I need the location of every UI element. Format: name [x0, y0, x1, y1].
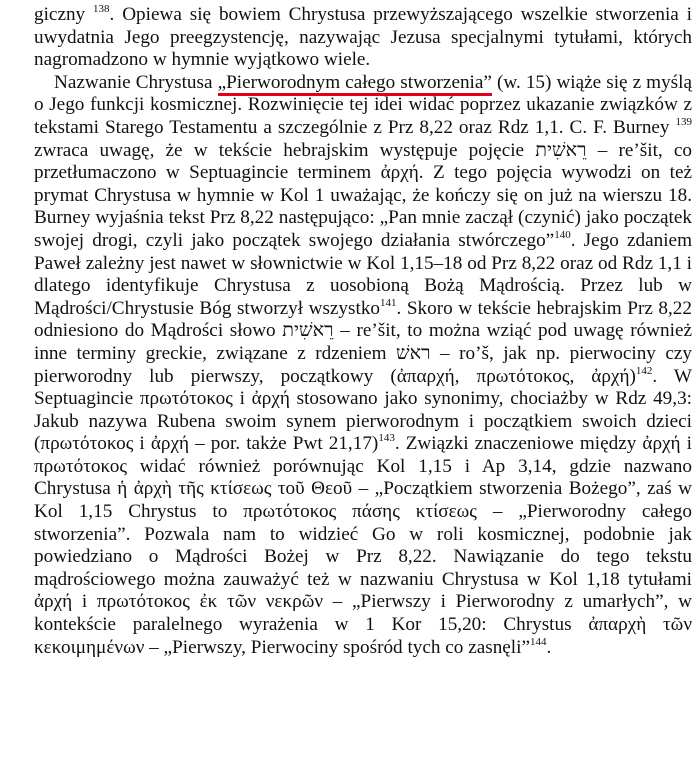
text-run: . Związki znaczeniowe między ἀρχή i πρωτότοκος widać również porównując Kol 1,15 i Ap 3,14, gdzie nazwano Chrystusa ἡ ἀρχὴ τῆς κτίσεως τοῦ Θεοῦ – „Początkiem stworzenia Bożego”, zaś w Kol 1,15 Chrystus to πρωτότοκος πάσης κτίσεως – „Pierworodny całego stworzenia”. Pozwala nam to widzieć Go w roli kosmicznej, podobnie jak powiedziano o Mądrości Bożej w Prz 8,22. Nawiązanie do tego tekstu mądrościowego można zauważyć też w nazwaniu Chrystusa w Kol 1,18 tytułami ἀρχή i πρωτότοκος ἐκ τῶν νεκρῶν – „Pierwszy i Pierworodny z umarłych”, w kontekście paralelnego wyrażenia w 1 Kor 15,20: Chrystus ἀπαρχὴ τῶν κεκοιμημένων – „Pierwszy, Pierwociny spośród tych co zasnęli” — [34, 433, 693, 658]
text-run: giczny — [34, 4, 94, 25]
footnote-ref: 141 — [380, 296, 397, 309]
text-run: zwraca uwagę, że w tekście hebrajskim występuje pojęcie רֵאשִׁית – re’šit, co przetłumaczono w Septuagincie terminem ἀρχή. Z tego pojęcia wywodzi on też prymat Chrystusa w hymnie w Kol 1 uważając, że kończy się on już na wierszu 18. Burney wyjaśnia tekst Prz 8,22 następująco: „Pan mnie zaczął (czynić) jako początek swojej drogi, czyli jako początek swojego działania stwórczego” — [34, 139, 692, 251]
footnote-ref: 139 — [675, 115, 692, 128]
paragraph-2 — [34, 72, 692, 659]
highlighted-phrase: „Pierworodnym całego stworzenia” — [218, 72, 492, 96]
text-run: . — [546, 636, 552, 658]
paragraph-1 — [34, 4, 692, 72]
text-run: Nazwanie Chrystusa — [54, 71, 218, 93]
footnote-ref: 138 — [93, 3, 110, 15]
footnote-ref: 144 — [529, 635, 547, 648]
footnote-ref: 140 — [554, 228, 571, 241]
footnote-ref: 142 — [635, 364, 653, 377]
text-run: . Skoro w tekście hebrajskim Prz 8,22 odniesiono do Mądrości słowo רֵאשִׁית – re’šit, to można wziąć pod uwagę również inne terminy greckie, związane z rdzeniem ראשׁ – ro’š, jak np. pierwociny czy pierworodny lub pierwszy, początkowy (ἀπαρχή, πρωτότοκος, ἀρχή) — [34, 297, 692, 387]
footnote-ref: 143 — [378, 432, 395, 445]
text-run: . W Septuagincie πρωτότοκος i ἀρχή stosowano jako synonimy, chociażby w Rdz 49,3: Jakub nazywa Rubena swoim synem pierworodnym i początkiem swoich dzieci (πρωτότοκος i ἀρχή – por. także Pwt 21,17) — [34, 365, 692, 455]
text-run: . Jego zdaniem Paweł zależny jest nawet w słownictwie w Kol 1,15–18 od Prz 8,22 oraz od Rdz 1,1 i dlatego identyfikuje Chrystusa z uosobioną Bożą Mądrością. Przez lub w Mądrości/Chrystusie Bóg stworzył wszystko — [34, 229, 692, 319]
text-run: . Opiewa się bowiem Chrystusa przewyższającego wszelkie stworzenia i uwydatnia Jego preegzystencję, nazywając Jezusa specjalnymi tytułami, których nagromadzono w hymnie wyjątkowo wiele. — [34, 4, 692, 71]
text-run: (w. 15) wiąże się z myślą o Jego funkcji kosmicznej. Rozwinięcie tej idei widać poprzez ukazanie związków z tekstami Starego Testamentu a szczególnie z Prz 8,22 oraz Rdz 1,1. C. F. Burney — [34, 71, 692, 138]
